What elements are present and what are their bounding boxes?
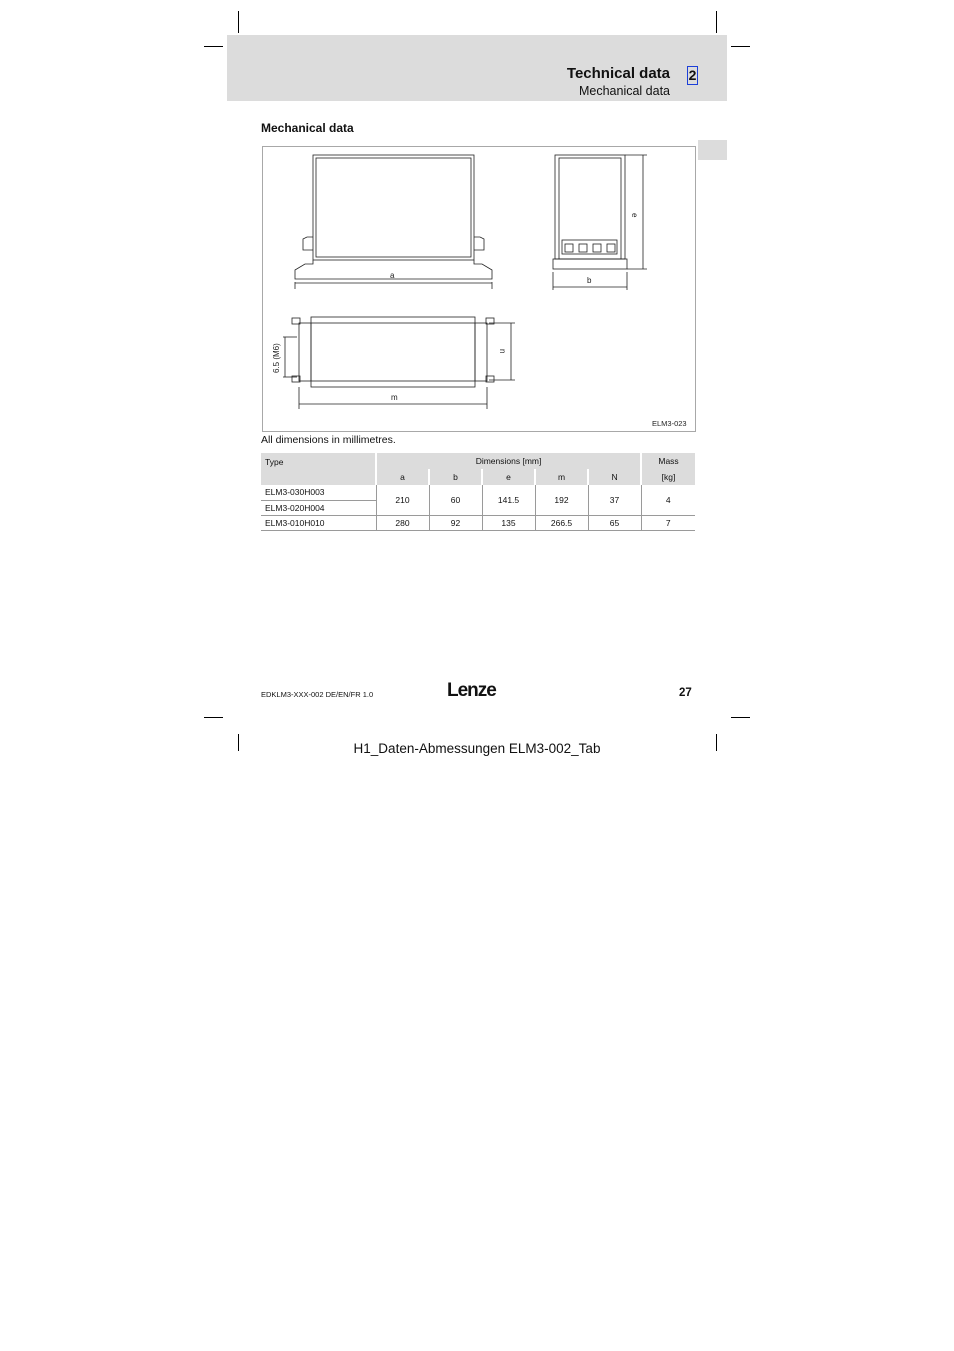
column-header-b: b [429, 469, 482, 485]
footer-doc-code: EDKLM3-XXX-002 DE/EN/FR 1.0 [261, 690, 374, 699]
value-cell-m: 192 [535, 485, 588, 515]
mass-header: Mass [641, 453, 695, 469]
type-cell: ELM3-020H004 [261, 500, 376, 515]
value-cell-b: 92 [429, 515, 482, 530]
drawing-svg [263, 147, 695, 431]
table-row [261, 515, 695, 530]
table-header-row [261, 453, 695, 469]
side-view [553, 155, 647, 290]
value-cell-e: 135 [482, 515, 535, 530]
value-cell-mass: 4 [641, 485, 695, 515]
value-cell-a: 210 [376, 485, 429, 515]
crop-mark [731, 46, 750, 47]
side-tab-marker [698, 140, 727, 160]
section-title: Mechanical data [261, 121, 354, 135]
figure-id: ELM3-023 [652, 419, 687, 428]
value-cell-n: 65 [588, 515, 641, 530]
value-cell-a: 280 [376, 515, 429, 530]
mass-unit-header: [kg] [641, 469, 695, 485]
header-subtitle: Mechanical data [578, 84, 670, 98]
dim-label-m: m [391, 393, 398, 402]
top-view [283, 317, 515, 409]
column-header-e: e [482, 469, 535, 485]
chapter-number-link[interactable]: 2 [688, 67, 697, 83]
dim-label-a: a [390, 271, 395, 280]
value-cell-mass: 7 [641, 515, 695, 530]
value-cell-m: 266.5 [535, 515, 588, 530]
crop-mark [204, 46, 223, 47]
dim-label-b: b [587, 276, 592, 285]
dimension-drawing [262, 146, 696, 432]
crop-mark [204, 717, 223, 718]
column-header-n: N [588, 469, 641, 485]
front-view [295, 155, 492, 289]
dim-label-thread: 6.5 (M6) [272, 343, 281, 373]
type-header: Type [261, 453, 376, 485]
lenze-logo: Lenze [447, 680, 496, 701]
crop-mark [731, 717, 750, 718]
dimensions-note: All dimensions in millimetres. [261, 434, 396, 446]
value-cell-b: 60 [429, 485, 482, 515]
crop-mark [716, 11, 717, 33]
column-header-a: a [376, 469, 429, 485]
dim-label-e: e [630, 213, 639, 218]
table-row [261, 485, 695, 500]
type-cell: ELM3-010H010 [261, 515, 376, 530]
dimensions-header: Dimensions [mm] [376, 453, 641, 469]
dimensions-table [261, 453, 695, 531]
page-header [227, 35, 727, 101]
dim-label-n: n [498, 349, 507, 354]
column-header-m: m [535, 469, 588, 485]
below-page-caption: H1_Daten-Abmessungen ELM3-002_Tab [353, 741, 601, 756]
crop-mark [238, 11, 239, 33]
value-cell-n: 37 [588, 485, 641, 515]
value-cell-e: 141.5 [482, 485, 535, 515]
page-number: 27 [679, 687, 692, 699]
header-title: Technical data [566, 65, 670, 82]
type-cell: ELM3-030H003 [261, 485, 376, 500]
